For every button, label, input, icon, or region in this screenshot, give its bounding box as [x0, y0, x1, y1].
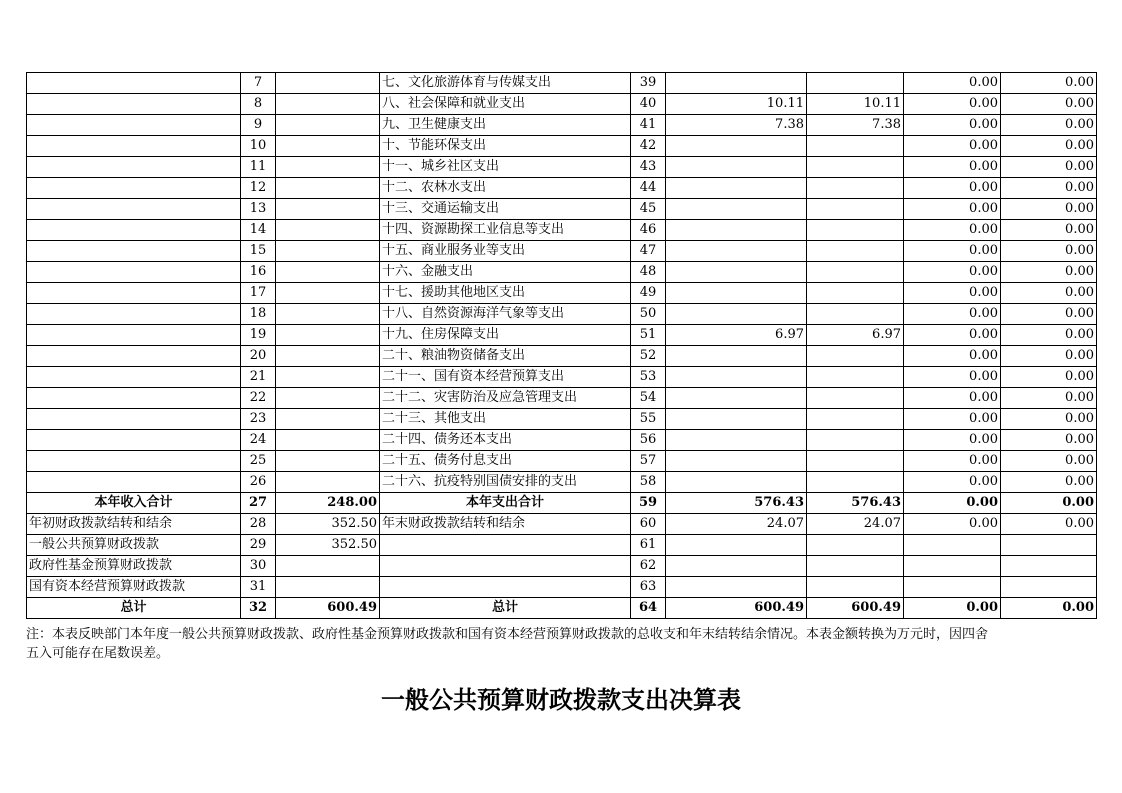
expense-total-amount: [666, 472, 807, 493]
expense-item-label: 八、社会保障和就业支出: [380, 94, 631, 115]
income-line-no: 11: [241, 157, 276, 178]
income-amount: 352.50: [276, 535, 380, 556]
income-amount: 248.00: [276, 493, 380, 514]
expense-total-amount: [666, 451, 807, 472]
income-line-no: 29: [241, 535, 276, 556]
gov-fund-amount: [904, 556, 1001, 577]
income-line-no: 15: [241, 241, 276, 262]
table-row: [27, 451, 1097, 472]
income-line-no: 28: [241, 514, 276, 535]
income-amount-cell: [276, 115, 380, 136]
state-capital-amount: 0.00: [1001, 94, 1097, 115]
income-line-no: 22: [241, 388, 276, 409]
state-capital-amount: 0.00: [1001, 241, 1097, 262]
income-amount-cell: [276, 283, 380, 304]
gov-fund-amount: 0.00: [904, 157, 1001, 178]
general-budget-amount: 576.43: [807, 493, 904, 514]
state-capital-amount: 0.00: [1001, 304, 1097, 325]
expense-line-no: 52: [631, 346, 666, 367]
income-amount-cell: [276, 472, 380, 493]
income-item-cell: [27, 115, 241, 136]
income-line-no: 12: [241, 178, 276, 199]
income-item-cell: [27, 73, 241, 94]
income-item-cell: [27, 346, 241, 367]
income-line-no: 9: [241, 115, 276, 136]
expense-item-label: 二十二、灾害防治及应急管理支出: [380, 388, 631, 409]
expense-total-amount: 6.97: [666, 325, 807, 346]
table-row: [27, 94, 1097, 115]
income-item-label: 本年收入合计: [27, 493, 241, 514]
expense-line-no: 42: [631, 136, 666, 157]
table-row: [27, 283, 1097, 304]
income-item-cell: [27, 199, 241, 220]
income-item-label: 国有资本经营预算财政拨款: [27, 577, 241, 598]
table-row: [27, 73, 1097, 94]
expense-total-amount: [666, 535, 807, 556]
expense-total-amount: [666, 73, 807, 94]
general-budget-amount: 24.07: [807, 514, 904, 535]
expense-line-no: 46: [631, 220, 666, 241]
table-row: [27, 346, 1097, 367]
income-item-cell: [27, 409, 241, 430]
state-capital-amount: 0.00: [1001, 493, 1097, 514]
general-budget-amount: [807, 577, 904, 598]
income-line-no: 27: [241, 493, 276, 514]
expense-line-no: 63: [631, 577, 666, 598]
expense-line-no: 56: [631, 430, 666, 451]
income-item-cell: [27, 430, 241, 451]
expense-item-label: 二十三、其他支出: [380, 409, 631, 430]
gov-fund-amount: 0.00: [904, 262, 1001, 283]
income-item-cell: [27, 136, 241, 157]
income-line-no: 19: [241, 325, 276, 346]
state-capital-amount: 0.00: [1001, 220, 1097, 241]
income-item-cell: [27, 325, 241, 346]
income-amount-cell: [276, 430, 380, 451]
general-budget-amount: [807, 283, 904, 304]
summary-row: [27, 493, 1097, 514]
expense-item-label: 十八、自然资源海洋气象等支出: [380, 304, 631, 325]
gov-fund-amount: 0.00: [904, 94, 1001, 115]
general-budget-amount: [807, 136, 904, 157]
expense-line-no: 53: [631, 367, 666, 388]
expense-line-no: 51: [631, 325, 666, 346]
table-row: [27, 430, 1097, 451]
income-amount-cell: [276, 367, 380, 388]
summary-row: [27, 577, 1097, 598]
expense-item-label: 二十四、债务还本支出: [380, 430, 631, 451]
gov-fund-amount: 0.00: [904, 598, 1001, 619]
income-amount-cell: [276, 409, 380, 430]
income-line-no: 30: [241, 556, 276, 577]
expense-item-label: 总计: [380, 598, 631, 619]
income-item-cell: [27, 472, 241, 493]
gov-fund-amount: 0.00: [904, 178, 1001, 199]
expense-total-amount: [666, 157, 807, 178]
gov-fund-amount: 0.00: [904, 514, 1001, 535]
expense-total-amount: [666, 136, 807, 157]
general-budget-amount: [807, 220, 904, 241]
summary-row: [27, 556, 1097, 577]
state-capital-amount: [1001, 535, 1097, 556]
expense-line-no: 57: [631, 451, 666, 472]
expense-total-amount: [666, 283, 807, 304]
expense-line-no: 64: [631, 598, 666, 619]
income-line-no: 26: [241, 472, 276, 493]
expense-line-no: 62: [631, 556, 666, 577]
income-item-cell: [27, 94, 241, 115]
general-budget-amount: 6.97: [807, 325, 904, 346]
income-amount-cell: [276, 262, 380, 283]
general-budget-amount: 7.38: [807, 115, 904, 136]
income-amount-cell: [276, 388, 380, 409]
income-amount-cell: [276, 346, 380, 367]
gov-fund-amount: 0.00: [904, 430, 1001, 451]
state-capital-amount: 0.00: [1001, 472, 1097, 493]
general-budget-amount: [807, 157, 904, 178]
state-capital-amount: 0.00: [1001, 514, 1097, 535]
expense-total-amount: 7.38: [666, 115, 807, 136]
fiscal-appropriation-table: [26, 72, 1096, 619]
expense-total-amount: [666, 577, 807, 598]
gov-fund-amount: 0.00: [904, 73, 1001, 94]
gov-fund-amount: 0.00: [904, 220, 1001, 241]
income-amount-cell: [276, 73, 380, 94]
income-line-no: 32: [241, 598, 276, 619]
table-row: [27, 178, 1097, 199]
income-line-no: 31: [241, 577, 276, 598]
expense-item-label: 十六、金融支出: [380, 262, 631, 283]
expense-item-label: 二十、粮油物资储备支出: [380, 346, 631, 367]
gov-fund-amount: 0.00: [904, 304, 1001, 325]
expense-total-amount: 10.11: [666, 94, 807, 115]
expense-item-label: 十三、交通运输支出: [380, 199, 631, 220]
footnote-line: 注：本表反映部门本年度一般公共预算财政拨款、政府性基金预算财政拨款和国有资本经营预算财政拨款的总收支和年末结转结余情况。本表金额转换为万元时，因四舍: [26, 627, 989, 642]
expense-line-no: 48: [631, 262, 666, 283]
gov-fund-amount: 0.00: [904, 346, 1001, 367]
income-line-no: 8: [241, 94, 276, 115]
income-item-cell: [27, 283, 241, 304]
income-item-cell: [27, 388, 241, 409]
expense-item-label: 年末财政拨款结转和结余: [380, 514, 631, 535]
income-item-cell: [27, 178, 241, 199]
state-capital-amount: 0.00: [1001, 598, 1097, 619]
income-line-no: 18: [241, 304, 276, 325]
expense-total-amount: 600.49: [666, 598, 807, 619]
income-amount-cell: [276, 199, 380, 220]
state-capital-amount: 0.00: [1001, 283, 1097, 304]
expense-item-label: 十一、城乡社区支出: [380, 157, 631, 178]
expense-line-no: 44: [631, 178, 666, 199]
income-line-no: 24: [241, 430, 276, 451]
income-amount-cell: [276, 136, 380, 157]
table-row: [27, 157, 1097, 178]
state-capital-amount: 0.00: [1001, 157, 1097, 178]
table-row: [27, 220, 1097, 241]
general-budget-amount: [807, 451, 904, 472]
income-item-cell: [27, 157, 241, 178]
general-budget-amount: [807, 304, 904, 325]
expense-total-amount: [666, 220, 807, 241]
expense-line-no: 58: [631, 472, 666, 493]
state-capital-amount: [1001, 577, 1097, 598]
expense-line-no: 40: [631, 94, 666, 115]
state-capital-amount: 0.00: [1001, 178, 1097, 199]
income-item-label: 一般公共预算财政拨款: [27, 535, 241, 556]
expense-total-amount: [666, 304, 807, 325]
expense-line-no: 39: [631, 73, 666, 94]
state-capital-amount: 0.00: [1001, 388, 1097, 409]
expense-line-no: 41: [631, 115, 666, 136]
expense-item-label: 十五、商业服务业等支出: [380, 241, 631, 262]
income-expense-grid: [26, 72, 1097, 619]
expense-item-label: 十七、援助其他地区支出: [380, 283, 631, 304]
general-budget-amount: [807, 73, 904, 94]
expense-item-label: 十、节能环保支出: [380, 136, 631, 157]
income-amount: [276, 556, 380, 577]
income-amount-cell: [276, 451, 380, 472]
income-line-no: 21: [241, 367, 276, 388]
expense-item-label: 二十一、国有资本经营预算支出: [380, 367, 631, 388]
general-budget-amount: [807, 241, 904, 262]
expense-line-no: 49: [631, 283, 666, 304]
expense-total-amount: [666, 199, 807, 220]
table-row: [27, 388, 1097, 409]
income-amount-cell: [276, 304, 380, 325]
state-capital-amount: 0.00: [1001, 367, 1097, 388]
income-item-label: 年初财政拨款结转和结余: [27, 514, 241, 535]
income-item-label: 政府性基金预算财政拨款: [27, 556, 241, 577]
income-line-no: 16: [241, 262, 276, 283]
table-row: [27, 304, 1097, 325]
income-amount: [276, 577, 380, 598]
state-capital-amount: 0.00: [1001, 115, 1097, 136]
general-budget-amount: [807, 472, 904, 493]
state-capital-amount: 0.00: [1001, 73, 1097, 94]
income-amount-cell: [276, 220, 380, 241]
gov-fund-amount: 0.00: [904, 472, 1001, 493]
general-budget-amount: 10.11: [807, 94, 904, 115]
income-amount-cell: [276, 178, 380, 199]
state-capital-amount: 0.00: [1001, 199, 1097, 220]
state-capital-amount: 0.00: [1001, 409, 1097, 430]
state-capital-amount: [1001, 556, 1097, 577]
general-budget-amount: [807, 346, 904, 367]
expense-item-label: 本年支出合计: [380, 493, 631, 514]
income-amount-cell: [276, 241, 380, 262]
income-line-no: 25: [241, 451, 276, 472]
income-amount-cell: [276, 94, 380, 115]
gov-fund-amount: 0.00: [904, 388, 1001, 409]
table-footnote: [26, 625, 1096, 663]
income-line-no: 14: [241, 220, 276, 241]
expense-total-amount: [666, 178, 807, 199]
table-row: [27, 262, 1097, 283]
general-budget-amount: [807, 535, 904, 556]
income-amount-cell: [276, 325, 380, 346]
gov-fund-amount: 0.00: [904, 136, 1001, 157]
income-item-label: 总计: [27, 598, 241, 619]
income-line-no: 10: [241, 136, 276, 157]
state-capital-amount: 0.00: [1001, 430, 1097, 451]
general-budget-amount: [807, 388, 904, 409]
expense-line-no: 45: [631, 199, 666, 220]
expense-item-label: 十九、住房保障支出: [380, 325, 631, 346]
expense-item-label: 七、文化旅游体育与传媒支出: [380, 73, 631, 94]
income-line-no: 7: [241, 73, 276, 94]
expense-item-label: [380, 577, 631, 598]
gov-fund-amount: 0.00: [904, 199, 1001, 220]
expense-item-label: 九、卫生健康支出: [380, 115, 631, 136]
income-line-no: 20: [241, 346, 276, 367]
income-amount: 600.49: [276, 598, 380, 619]
general-budget-amount: [807, 367, 904, 388]
gov-fund-amount: 0.00: [904, 115, 1001, 136]
income-item-cell: [27, 304, 241, 325]
state-capital-amount: 0.00: [1001, 136, 1097, 157]
next-table-title: 一般公共预算财政拨款支出决算表: [381, 686, 741, 714]
income-amount-cell: [276, 157, 380, 178]
expense-total-amount: [666, 430, 807, 451]
gov-fund-amount: 0.00: [904, 325, 1001, 346]
expense-line-no: 61: [631, 535, 666, 556]
expense-item-label: [380, 556, 631, 577]
state-capital-amount: 0.00: [1001, 325, 1097, 346]
expense-item-label: 二十五、债务付息支出: [380, 451, 631, 472]
expense-line-no: 47: [631, 241, 666, 262]
expense-line-no: 54: [631, 388, 666, 409]
expense-item-label: 二十六、抗疫特别国债安排的支出: [380, 472, 631, 493]
expense-total-amount: 24.07: [666, 514, 807, 535]
general-budget-amount: [807, 178, 904, 199]
gov-fund-amount: 0.00: [904, 367, 1001, 388]
gov-fund-amount: [904, 577, 1001, 598]
expense-total-amount: [666, 388, 807, 409]
expense-line-no: 43: [631, 157, 666, 178]
table-row: [27, 325, 1097, 346]
footnote-line: 五入可能存在尾数误差。: [26, 646, 170, 661]
summary-row: [27, 514, 1097, 535]
general-budget-amount: 600.49: [807, 598, 904, 619]
summary-row: [27, 598, 1097, 619]
income-item-cell: [27, 241, 241, 262]
expense-total-amount: [666, 556, 807, 577]
gov-fund-amount: 0.00: [904, 409, 1001, 430]
income-item-cell: [27, 220, 241, 241]
income-amount: 352.50: [276, 514, 380, 535]
general-budget-amount: [807, 262, 904, 283]
expense-total-amount: 576.43: [666, 493, 807, 514]
state-capital-amount: 0.00: [1001, 262, 1097, 283]
income-line-no: 13: [241, 199, 276, 220]
expense-line-no: 59: [631, 493, 666, 514]
gov-fund-amount: 0.00: [904, 241, 1001, 262]
table-row: [27, 136, 1097, 157]
expense-item-label: 十二、农林水支出: [380, 178, 631, 199]
gov-fund-amount: 0.00: [904, 451, 1001, 472]
gov-fund-amount: [904, 535, 1001, 556]
table-row: [27, 472, 1097, 493]
expense-total-amount: [666, 367, 807, 388]
expense-total-amount: [666, 241, 807, 262]
income-item-cell: [27, 367, 241, 388]
income-item-cell: [27, 451, 241, 472]
general-budget-amount: [807, 556, 904, 577]
expense-total-amount: [666, 409, 807, 430]
expense-total-amount: [666, 262, 807, 283]
expense-item-label: 十四、资源勘探工业信息等支出: [380, 220, 631, 241]
table-row: [27, 367, 1097, 388]
general-budget-amount: [807, 430, 904, 451]
state-capital-amount: 0.00: [1001, 451, 1097, 472]
gov-fund-amount: 0.00: [904, 493, 1001, 514]
table-row: [27, 199, 1097, 220]
general-budget-amount: [807, 199, 904, 220]
table-row: [27, 241, 1097, 262]
expense-line-no: 50: [631, 304, 666, 325]
expense-total-amount: [666, 346, 807, 367]
income-line-no: 17: [241, 283, 276, 304]
general-budget-amount: [807, 409, 904, 430]
table-row: [27, 115, 1097, 136]
state-capital-amount: 0.00: [1001, 346, 1097, 367]
summary-row: [27, 535, 1097, 556]
gov-fund-amount: 0.00: [904, 283, 1001, 304]
expense-line-no: 55: [631, 409, 666, 430]
expense-item-label: [380, 535, 631, 556]
income-item-cell: [27, 262, 241, 283]
table-row: [27, 409, 1097, 430]
expense-line-no: 60: [631, 514, 666, 535]
income-line-no: 23: [241, 409, 276, 430]
